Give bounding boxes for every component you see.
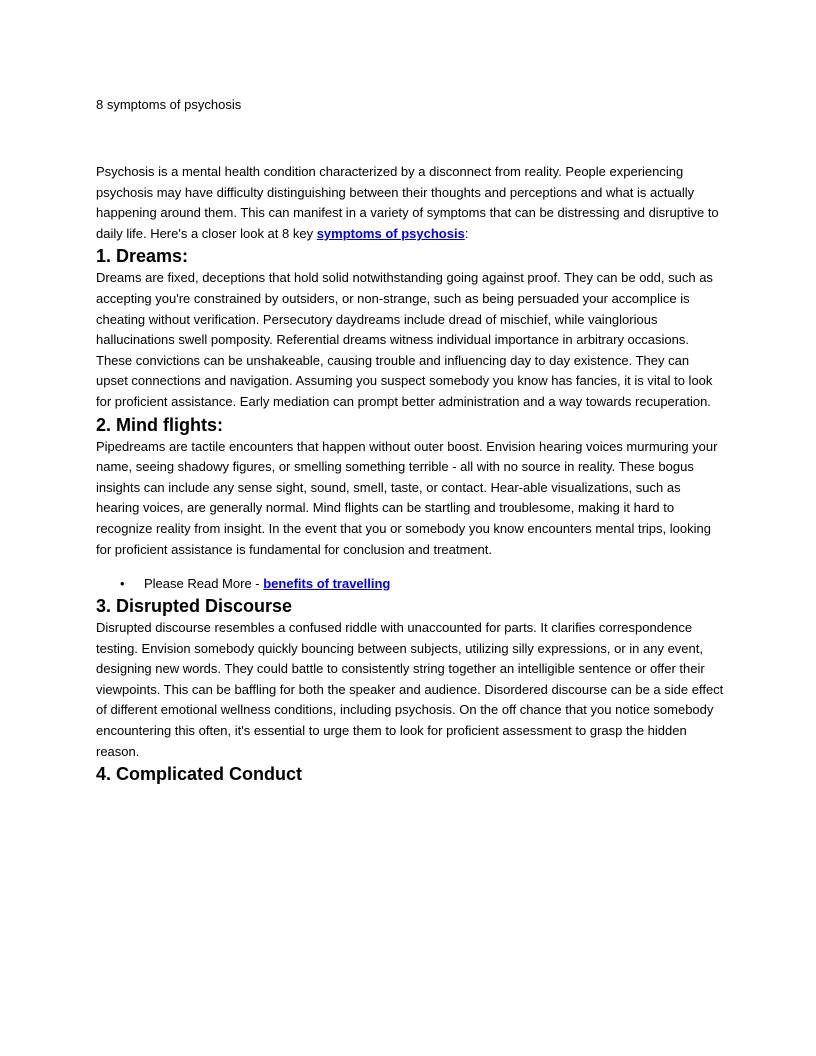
symptoms-of-psychosis-link[interactable]: symptoms of psychosis xyxy=(316,225,465,241)
read-more-item xyxy=(96,574,724,594)
benefits-of-travelling-link[interactable]: benefits of travelling xyxy=(263,576,391,592)
bullet-icon: • xyxy=(120,576,125,592)
section-body-mind-flights: Pipedreams are tactile encounters that happen without outer boost. Envision hearing voices murmuring your name, seeing shadowy figures, or smelling something terrible - all with no source in reality. These bogus insights can include any sense sight, sound, smell, taste, or contact. Hear-able visualizations, such as hearing voices, are generally normal. Mind flights can be startling and troublesome, making it hard to recognize reality from insight. In the event that you or somebody you know encounters mental trips, looking for proficient assistance is fundamental for conclusion and treatment. xyxy=(96,438,718,557)
intro-text: Psychosis is a mental health condition characterized by a disconnect from reality. People experiencing psychosis may have difficulty distinguishing between their thoughts and perceptions and what is actually happening around them. This can manifest in a variety of symptoms that can be distressing and disruptive to daily life. Here's a closer look at 8 key xyxy=(96,164,719,241)
section-body-dreams: Dreams are fixed, deceptions that hold solid notwithstanding going against proof. They can be odd, such as accepting you're constrained by outsiders, or non-strange, such as being persuaded your accomplice is cheating without verification. Persecutory daydreams include dread of mischief, while vainglorious hallucinations swell pomposity. Referential dreams witness individual importance in arbitrary occasions. These convictions can be unshakeable, causing trouble and influencing day to day existence. They can upset connections and navigation. Assuming you suspect somebody you know has fancies, it is vital to look for proficient assistance. Early mediation can prompt better administration and a way towards recuperation. xyxy=(96,270,713,409)
read-more-list xyxy=(96,574,724,594)
intro-paragraph xyxy=(96,162,724,244)
section-heading-dreams: 1. Dreams: xyxy=(96,246,189,267)
section-body-disrupted-discourse: Disrupted discourse resembles a confused riddle with unaccounted for parts. It clarifies correspondence testing. Envision somebody quickly bouncing between subjects, utilizing silly expressions, or in any event, designing new words. They could battle to consistently string together an intelligible sentence or offer their viewpoints. This can be baffling for both the speaker and audience. Disordered discourse can be a side effect of different emotional wellness conditions, including psychosis. On the off chance that you notice somebody encountering this often, it's essential to urge them to look for proficient assessment to grasp the hidden reason. xyxy=(96,620,724,759)
section-heading-complicated-conduct: 4. Complicated Conduct xyxy=(96,764,303,785)
document-title: 8 symptoms of psychosis xyxy=(96,97,242,112)
section-heading-mind-flights: 2. Mind flights: xyxy=(96,414,223,435)
section-heading-disrupted-discourse: 3. Disrupted Discourse xyxy=(96,596,293,617)
read-more-prefix: Please Read More - xyxy=(144,576,264,592)
document-page xyxy=(96,96,724,786)
intro-trailing: : xyxy=(464,225,469,241)
